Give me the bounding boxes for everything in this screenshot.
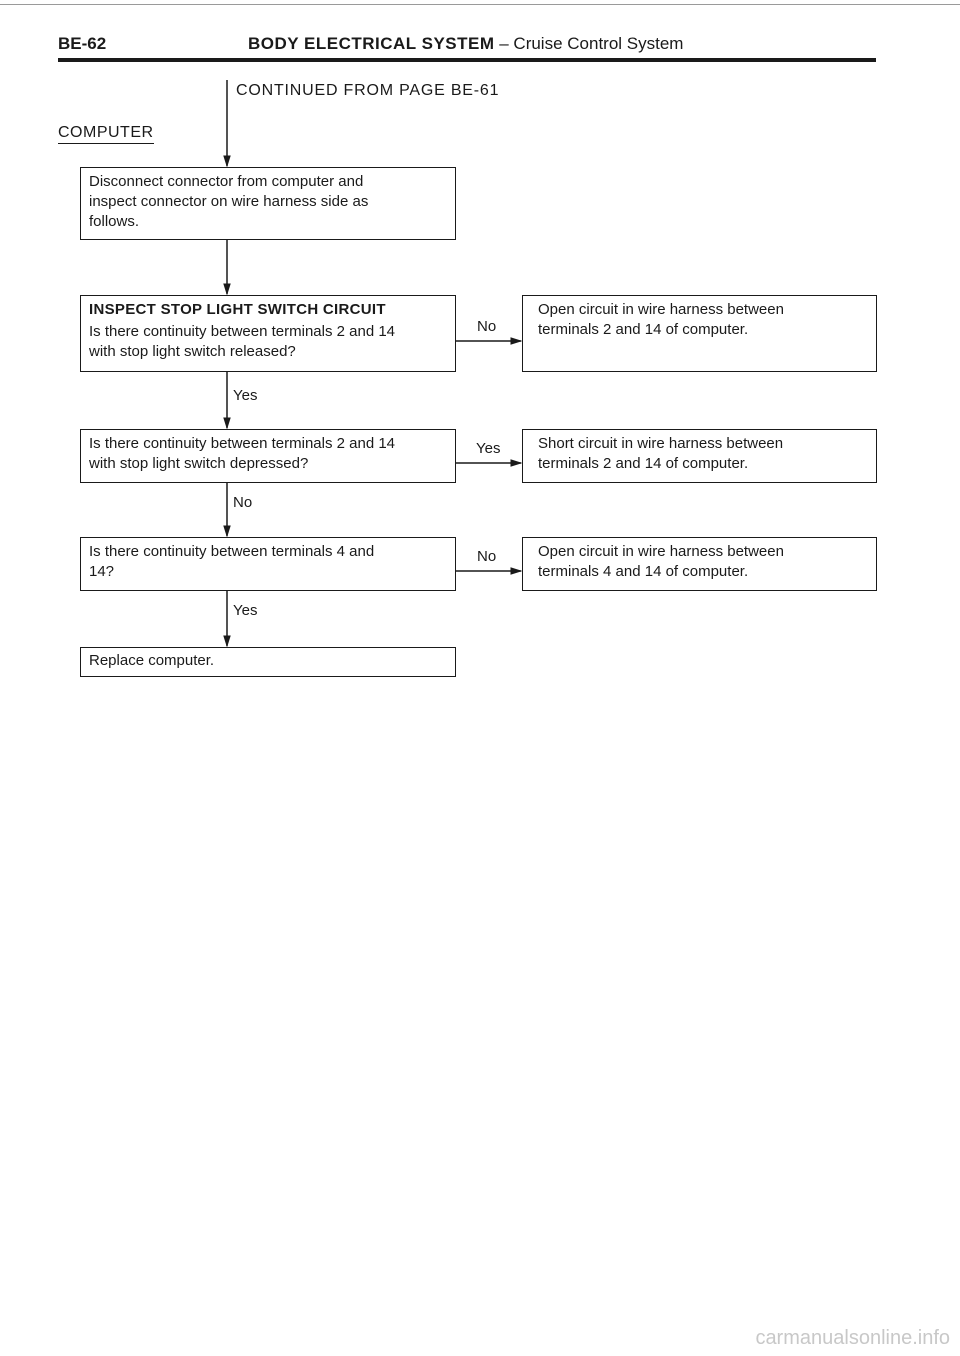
branch-label-yes: Yes [476,440,501,457]
page-number: BE-62 [58,34,107,53]
step-text-line: Is there continuity between terminals 2 and 14 [89,435,396,452]
page-title-rest: – Cruise Control System [494,34,684,53]
result-box-open-4-14 [522,537,877,591]
step-box-disconnect [80,167,456,240]
step-text-line: with stop light switch released? [89,343,296,360]
step-text-line: inspect connector on wire harness side as [89,193,369,210]
watermark: carmanualsonline.info [755,1327,950,1349]
step-text-line: Is there continuity between terminals 4 and [89,543,375,560]
step-text-line: 14? [89,563,115,580]
branch-label-yes: Yes [233,602,258,619]
branch-label-no: No [477,318,497,335]
continued-note: CONTINUED FROM PAGE BE-61 [236,82,500,99]
branch-label-yes: Yes [233,387,258,404]
branch-label-no: No [477,548,497,565]
step-text-line: with stop light switch depressed? [89,455,309,472]
result-text-line: terminals 2 and 14 of computer. [538,321,749,338]
step-box-depressed [80,429,456,483]
section-label: COMPUTER [58,124,154,144]
result-box-short-2-14 [522,429,877,483]
step-text-line: Replace computer. [89,652,215,669]
result-text-line: Open circuit in wire harness between [538,301,784,318]
branch-label-no: No [233,494,253,511]
step-box-replace-computer [80,647,456,677]
step-box-inspect-released [80,295,456,372]
step-heading: INSPECT STOP LIGHT SWITCH CIRCUIT [89,301,386,318]
step-text-line: Is there continuity between terminals 2 and 14 [89,323,396,340]
result-text-line: terminals 2 and 14 of computer. [538,455,749,472]
page-title-bold: BODY ELECTRICAL SYSTEM [248,34,495,53]
result-box-open-2-14 [522,295,877,372]
result-text-line: terminals 4 and 14 of computer. [538,563,749,580]
result-text-line: Short circuit in wire harness between [538,435,784,452]
step-text-line: Disconnect connector from computer and [89,173,364,190]
step-box-terminal-4-14 [80,537,456,591]
step-text-line: follows. [89,213,140,230]
result-text-line: Open circuit in wire harness between [538,543,784,560]
